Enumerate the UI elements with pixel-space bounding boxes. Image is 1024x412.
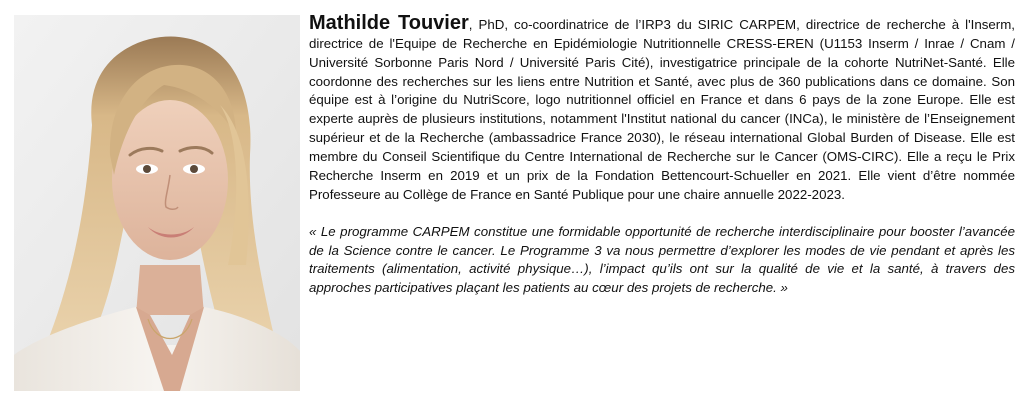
portrait-photo <box>14 15 300 391</box>
portrait-illustration <box>14 15 300 391</box>
bio-text: , PhD, co-coordinatrice de l’IRP3 du SIRIC CARPEM, directrice de recherche à l'Inserm, directrice de l'Equipe de Recherche en Epidémiologie Nutritionnelle CRESS-EREN (U1153 Inserm / Inrae / Cnam / Université Sorbonne Paris Nord / Université Paris Cité), investigatrice principale de la cohorte NutriNet-Santé. Elle coordonne des recherches sur les liens entre Nutrition et Santé, avec plus de 360 publications dans ce domaine. Son équipe est à l’origine du NutriScore, logo nutritionnel officiel en France et dans 6 pays de la zone Europe. Elle est experte auprès de plusieurs institutions, notamment l'Institut national du cancer (INCa), le ministère de l’Enseignement supérieur et de la Recherche (ambassadrice France 2030), le réseau international Global Burden of Disease. Elle est membre du Conseil Scientifique du Centre International de Recherche sur le Cancer (OMS-CIRC). Elle a reçu le Prix Recherche Inserm en 2019 et un prix de la Fondation Bettencourt-Schueller en 2021. Elle vient d’être nommée Professeure au Collège de France en Santé Publique pour une chaire annuelle 2022-2023. <box>309 17 1016 202</box>
bio-section <box>309 14 1015 297</box>
person-name: Mathilde Touvier <box>309 12 469 34</box>
quote-paragraph: « Le programme CARPEM constitue une formidable opportunité de recherche interdisciplinaire pour booster l’avancée de la Science contre le cancer. Le Programme 3 va nous permettre d’explorer les modes de vie pendant et après les traitements (alimentation, activité physique…), l’impact qu’ils ont sur la qualité de vie et la santé, à travers des approches participatives plaçant les patients au cœur des projets de recherche. » <box>309 224 1015 295</box>
bio-paragraph <box>309 14 1015 204</box>
